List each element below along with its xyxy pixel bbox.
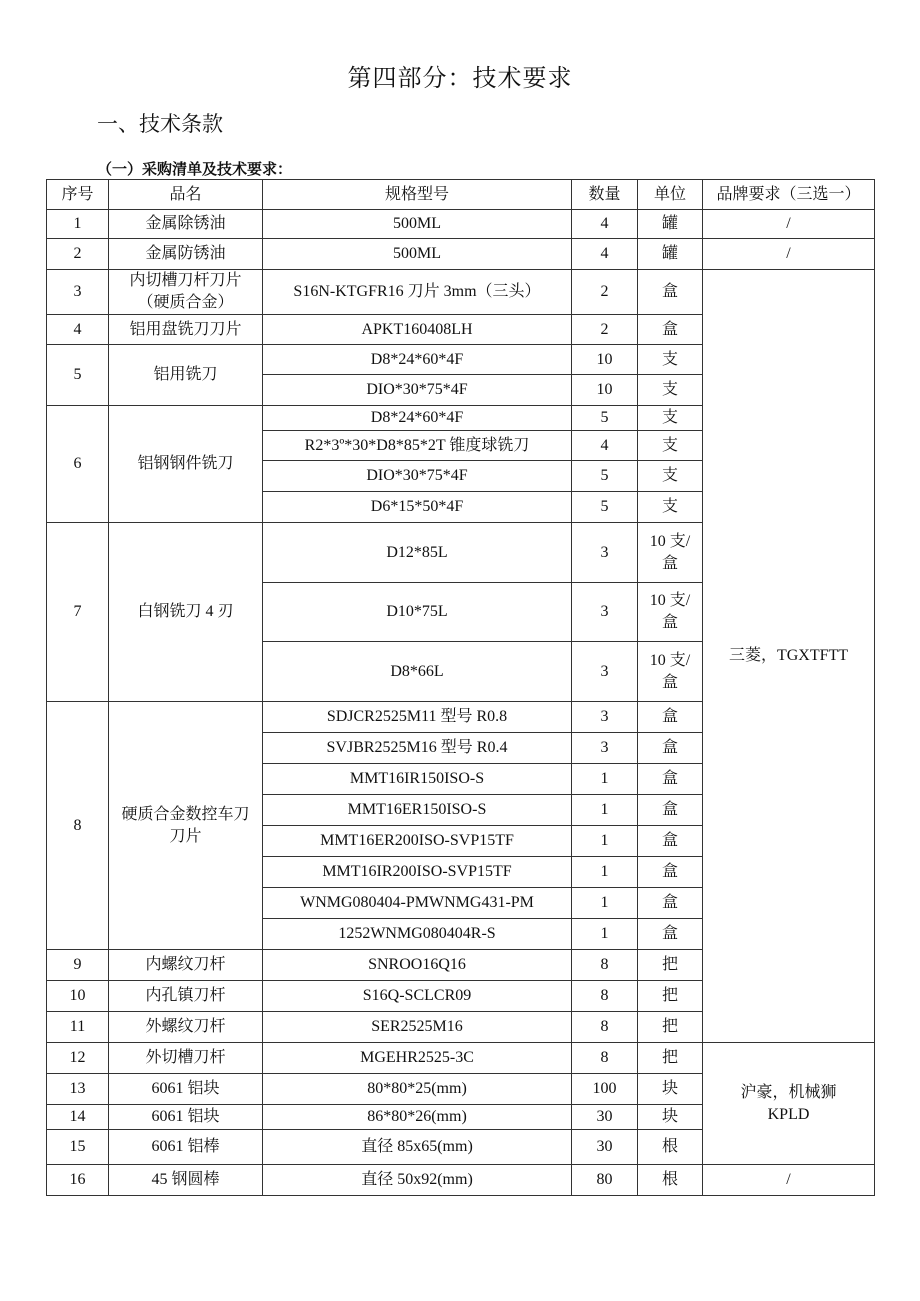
unit-cell: 盒	[638, 888, 703, 919]
unit-cell: 块	[638, 1105, 703, 1130]
item-name-cell: 金属防锈油	[109, 239, 263, 270]
item-number-cell: 14	[47, 1105, 109, 1130]
spec-cell: 直径 85x65(mm)	[263, 1130, 572, 1165]
spec-cell: D8*66L	[263, 642, 572, 702]
unit-cell: 根	[638, 1130, 703, 1165]
item-name-cell: 6061 铝块	[109, 1105, 263, 1130]
unit-cell: 块	[638, 1074, 703, 1105]
quantity-cell: 3	[572, 583, 638, 642]
unit-cell: 盒	[638, 702, 703, 733]
item-name-cell: 外螺纹刀杆	[109, 1012, 263, 1043]
item-name-cell: 6061 铝棒	[109, 1130, 263, 1165]
quantity-cell: 3	[572, 733, 638, 764]
quantity-cell: 100	[572, 1074, 638, 1105]
table-row	[47, 239, 875, 270]
header-cell-unit: 单位	[638, 180, 703, 210]
quantity-cell: 1	[572, 857, 638, 888]
spec-cell: 500ML	[263, 210, 572, 239]
unit-cell: 把	[638, 950, 703, 981]
subsection-heading: （一）采购清单及技术要求：	[97, 162, 293, 178]
table-row	[47, 270, 875, 315]
spec-cell: MMT16ER200ISO-SVP15TF	[263, 826, 572, 857]
unit-cell: 罐	[638, 239, 703, 270]
item-number-cell: 7	[47, 523, 109, 702]
unit-cell: 盒	[638, 919, 703, 950]
quantity-cell: 3	[572, 523, 638, 583]
unit-cell: 把	[638, 981, 703, 1012]
item-number-cell: 16	[47, 1165, 109, 1196]
spec-cell: 1252WNMG080404R-S	[263, 919, 572, 950]
spec-cell: DIO*30*75*4F	[263, 461, 572, 492]
item-number-cell: 5	[47, 345, 109, 406]
item-name-cell: 内孔镇刀杆	[109, 981, 263, 1012]
spec-cell: DIO*30*75*4F	[263, 375, 572, 406]
unit-cell: 根	[638, 1165, 703, 1196]
unit-cell: 支	[638, 431, 703, 461]
item-number-cell: 12	[47, 1043, 109, 1074]
unit-cell: 把	[638, 1043, 703, 1074]
quantity-cell: 2	[572, 270, 638, 315]
quantity-cell: 4	[572, 431, 638, 461]
item-name-cell: 硬质合金数控车刀 刀片	[109, 702, 263, 950]
unit-cell: 盒	[638, 857, 703, 888]
quantity-cell: 8	[572, 1043, 638, 1074]
page-title: 第四部分：技术要求	[347, 66, 573, 92]
quantity-cell: 1	[572, 795, 638, 826]
brand-cell: 三菱，TGXTFTT	[703, 270, 875, 1043]
unit-cell: 10 支/ 盒	[638, 523, 703, 583]
table-row	[47, 1165, 875, 1196]
spec-cell: S16N-KTGFR16 刀片 3mm（三头）	[263, 270, 572, 315]
table-row	[47, 210, 875, 239]
spec-cell: D12*85L	[263, 523, 572, 583]
item-name-cell: 金属除锈油	[109, 210, 263, 239]
item-name-cell: 白钢铣刀 4 刃	[109, 523, 263, 702]
quantity-cell: 4	[572, 210, 638, 239]
item-number-cell: 10	[47, 981, 109, 1012]
quantity-cell: 5	[572, 492, 638, 523]
spec-cell: SER2525M16	[263, 1012, 572, 1043]
spec-cell: SDJCR2525M11 型号 R0.8	[263, 702, 572, 733]
unit-cell: 盒	[638, 733, 703, 764]
spec-cell: WNMG080404-PMWNMG431-PM	[263, 888, 572, 919]
spec-cell: R2*3º*30*D8*85*2T 锥度球铣刀	[263, 431, 572, 461]
unit-cell: 支	[638, 492, 703, 523]
spec-cell: MMT16IR150ISO-S	[263, 764, 572, 795]
header-cell-qty: 数量	[572, 180, 638, 210]
brand-cell: /	[703, 1165, 875, 1196]
quantity-cell: 1	[572, 826, 638, 857]
item-number-cell: 6	[47, 406, 109, 523]
item-name-cell: 内螺纹刀杆	[109, 950, 263, 981]
brand-cell: /	[703, 239, 875, 270]
section-heading: 一、技术条款	[97, 112, 223, 136]
spec-cell: 86*80*26(mm)	[263, 1105, 572, 1130]
brand-cell: 沪豪，机械狮 KPLD	[703, 1043, 875, 1165]
item-name-cell: 铝用盘铣刀刀片	[109, 315, 263, 345]
spec-cell: MMT16ER150ISO-S	[263, 795, 572, 826]
item-name-cell: 内切槽刀杆刀片 （硬质合金）	[109, 270, 263, 315]
item-number-cell: 9	[47, 950, 109, 981]
item-name-cell: 45 钢圆棒	[109, 1165, 263, 1196]
item-number-cell: 13	[47, 1074, 109, 1105]
table-row	[47, 1043, 875, 1074]
spec-cell: 直径 50x92(mm)	[263, 1165, 572, 1196]
item-name-cell: 铝用铣刀	[109, 345, 263, 406]
spec-cell: MMT16IR200ISO-SVP15TF	[263, 857, 572, 888]
unit-cell: 支	[638, 406, 703, 431]
spec-cell: MGEHR2525-3C	[263, 1043, 572, 1074]
item-name-cell: 6061 铝块	[109, 1074, 263, 1105]
quantity-cell: 10	[572, 345, 638, 375]
unit-cell: 10 支/ 盒	[638, 583, 703, 642]
spec-cell: SVJBR2525M16 型号 R0.4	[263, 733, 572, 764]
spec-cell: D6*15*50*4F	[263, 492, 572, 523]
unit-cell: 盒	[638, 764, 703, 795]
procurement-table	[46, 179, 875, 1196]
item-number-cell: 11	[47, 1012, 109, 1043]
unit-cell: 盒	[638, 270, 703, 315]
quantity-cell: 30	[572, 1130, 638, 1165]
quantity-cell: 30	[572, 1105, 638, 1130]
quantity-cell: 5	[572, 461, 638, 492]
table-header-row	[47, 180, 875, 210]
header-cell-name: 品名	[109, 180, 263, 210]
unit-cell: 罐	[638, 210, 703, 239]
quantity-cell: 8	[572, 1012, 638, 1043]
spec-cell: 500ML	[263, 239, 572, 270]
spec-cell: D8*24*60*4F	[263, 406, 572, 431]
quantity-cell: 8	[572, 981, 638, 1012]
spec-cell: D8*24*60*4F	[263, 345, 572, 375]
item-name-cell: 外切槽刀杆	[109, 1043, 263, 1074]
quantity-cell: 3	[572, 702, 638, 733]
spec-cell: D10*75L	[263, 583, 572, 642]
spec-cell: S16Q-SCLCR09	[263, 981, 572, 1012]
unit-cell: 支	[638, 461, 703, 492]
unit-cell: 盒	[638, 826, 703, 857]
item-name-cell: 铝钢钢件铣刀	[109, 406, 263, 523]
quantity-cell: 1	[572, 764, 638, 795]
unit-cell: 10 支/ 盒	[638, 642, 703, 702]
unit-cell: 盒	[638, 795, 703, 826]
spec-cell: SNROO16Q16	[263, 950, 572, 981]
quantity-cell: 10	[572, 375, 638, 406]
quantity-cell: 2	[572, 315, 638, 345]
quantity-cell: 1	[572, 888, 638, 919]
item-number-cell: 1	[47, 210, 109, 239]
quantity-cell: 80	[572, 1165, 638, 1196]
unit-cell: 支	[638, 375, 703, 406]
header-cell-no: 序号	[47, 180, 109, 210]
spec-cell: 80*80*25(mm)	[263, 1074, 572, 1105]
item-number-cell: 8	[47, 702, 109, 950]
item-number-cell: 2	[47, 239, 109, 270]
unit-cell: 支	[638, 345, 703, 375]
header-cell-brand: 品牌要求（三选一）	[703, 180, 875, 210]
quantity-cell: 4	[572, 239, 638, 270]
unit-cell: 盒	[638, 315, 703, 345]
table-body	[47, 180, 875, 1196]
quantity-cell: 3	[572, 642, 638, 702]
spec-cell: APKT160408LH	[263, 315, 572, 345]
item-number-cell: 15	[47, 1130, 109, 1165]
quantity-cell: 8	[572, 950, 638, 981]
header-cell-spec: 规格型号	[263, 180, 572, 210]
item-number-cell: 4	[47, 315, 109, 345]
item-number-cell: 3	[47, 270, 109, 315]
brand-cell: /	[703, 210, 875, 239]
unit-cell: 把	[638, 1012, 703, 1043]
quantity-cell: 1	[572, 919, 638, 950]
quantity-cell: 5	[572, 406, 638, 431]
